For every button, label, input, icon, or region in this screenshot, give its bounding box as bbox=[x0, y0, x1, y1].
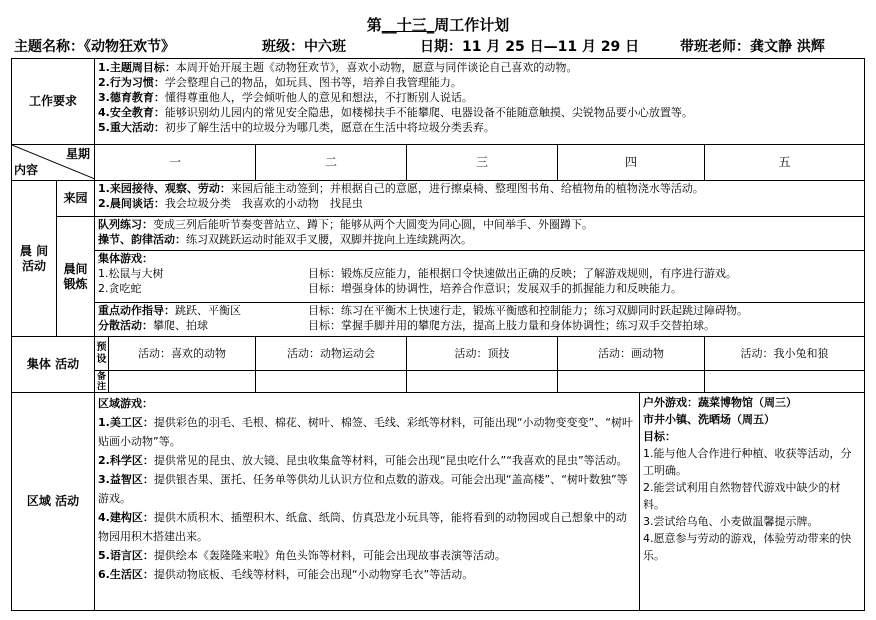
activity-mon: 活动：喜欢的动物 bbox=[109, 337, 256, 371]
note-mon bbox=[109, 371, 256, 393]
preset-label: 预设 bbox=[95, 337, 109, 371]
day-mon: 一 bbox=[95, 145, 256, 181]
exercise-items: 队列练习：变成三列后能听节奏变普站立、蹲下；能够从两个大圆变为同心圆，中间举手、外圈蹲下。 操节、韵律活动：练习双跳跃运动时能双手叉腰，双脚并拢向上连续跳两次。 bbox=[95, 217, 865, 251]
work-items: 1.主题周目标：本周开始开展主题《动物狂欢节》，喜欢小动物，愿意与同伴谈论自己喜欢的动物。 2.行为习惯：学会整理自己的物品，如玩具、图书等，培养自我管理能力。 3.德育教育：懂得尊重他人，学会倾听他人的意见和想法，不打断别人说话。 4.安全教育：能够识别幼儿园内的常见安全隐患，如楼梯扶手不能攀爬、电器设备不能随意触摸、尖锐物品要小心放置等。 5.重大活动：初步了解生活中的垃圾分为哪几类，愿意在生活中将垃圾分类丢弃。 bbox=[95, 59, 865, 145]
group-label: 集体 活动 bbox=[12, 337, 95, 393]
arrive-items: 1.来园接待、观察、劳动：来园后能主动签到；并根据自己的意愿，进行擦桌椅、整理图书角、给植物角的植物浇水等活动。 2.晨间谈话：我会垃圾分类 我喜欢的小动物 找昆虫 bbox=[95, 181, 865, 217]
focus-split: 重点动作指导：跳跃、平衡区 目标：练习在平衡木上快速行走，锻炼平衡感和控制能力；练习双脚同时跃起跳过障碍物。 分散活动：攀爬、拍球 目标：掌握手脚并用的攀爬方法，提高上肢力量和身体协调性；练习双手交替拍球。 bbox=[95, 303, 865, 337]
day-fri: 五 bbox=[705, 145, 865, 181]
activity-fri: 活动：我小兔和狼 bbox=[705, 337, 865, 371]
activity-tue: 活动：动物运动会 bbox=[256, 337, 407, 371]
activity-thu: 活动：画动物 bbox=[558, 337, 705, 371]
date-range: 日期：11 月 25 日—11 月 29 日 bbox=[420, 39, 640, 55]
theme-name: 主题名称：《动物狂欢节》 bbox=[14, 39, 175, 55]
note-wed bbox=[407, 371, 558, 393]
exercise-label: 晨间锻炼 bbox=[57, 217, 95, 337]
diagonal-header: 星期 内容 bbox=[12, 145, 95, 181]
day-thu: 四 bbox=[558, 145, 705, 181]
note-label: 备注 bbox=[95, 371, 109, 393]
morning-label: 晨 间 活动 bbox=[12, 181, 57, 337]
page-title: 第__十三_周工作计划 bbox=[366, 16, 510, 34]
arrive-label: 来园 bbox=[57, 181, 95, 217]
group-games: 集体游戏： 1.松鼠与大树 目标：锻炼反应能力，能根据口令快速做出正确的反映；了解游戏规则，有序进行游戏。 2.贪吃蛇 目标：增强身体的协调性，培养合作意识；发展双手的抓握能力和反映能力。 bbox=[95, 251, 865, 303]
plan-table bbox=[11, 58, 865, 611]
outdoor-games: 户外游戏：蔬菜博物馆（周三） 市井小镇、洗晒场（周五） 目标： 1.能与他人合作进行种植、收获等活动，分工明确。 2.能尝试利用自然物替代游戏中缺少的材料。 3.尝试给乌龟、小麦做温馨提示牌。 4.愿意参与劳动的游戏，体验劳动带来的快乐。 bbox=[640, 393, 865, 611]
note-tue bbox=[256, 371, 407, 393]
area-items: 区域游戏： 1.美工区：提供彩色的羽毛、毛根、棉花、树叶、棉签、毛线、彩纸等材料，可能出现“小动物变变变”、“树叶贴画小动物”等。 2.科学区：提供常见的昆虫、放大镜、昆虫收集盒等材料，可能会出现“昆虫吃什么”“我喜欢的昆虫”等活动。 3.益智区：提供银杏果、蛋托、任务单等供幼儿认识方位和点数的游戏。可能会出现“盖高楼”、“树叶数独”等游戏。 4.建构区：提供木质积木、插塑积木、纸盒、纸筒、仿真恐龙小玩具等，能将看到的动物园或自己想象中的动物园用积木搭建出来。 5.语言区：提供绘本《轰隆隆来啦》角色头饰等材料，可能会出现故事表演等活动。 6.生活区：提供动物底板、毛线等材料，可能会出现“小动物穿毛衣”等活动。 bbox=[95, 393, 640, 611]
work-label: 工作要求 bbox=[12, 59, 95, 145]
day-wed: 三 bbox=[407, 145, 558, 181]
class-name: 班级：中六班 bbox=[262, 39, 346, 55]
area-label: 区域 活动 bbox=[12, 393, 95, 611]
day-tue: 二 bbox=[256, 145, 407, 181]
note-thu bbox=[558, 371, 705, 393]
note-fri bbox=[705, 371, 865, 393]
activity-wed: 活动：顶技 bbox=[407, 337, 558, 371]
teachers: 带班老师：龚文静 洪辉 bbox=[680, 39, 825, 55]
